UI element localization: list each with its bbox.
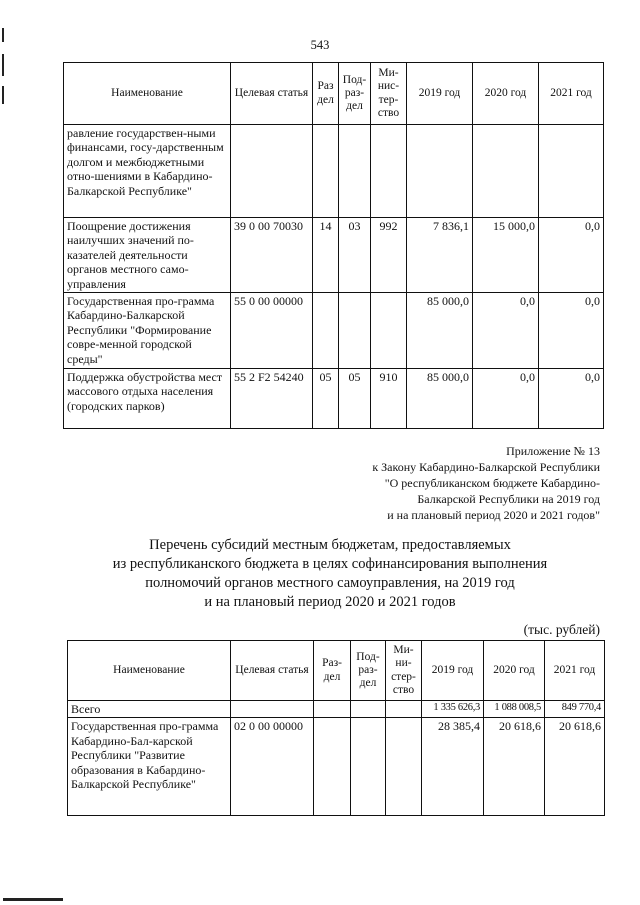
- table-row: [64, 125, 604, 218]
- row-2021: 0,0: [539, 218, 604, 293]
- title-line: полномочий органов местного самоуправления, на 2019 год: [145, 575, 515, 591]
- column-header-subsection: Под-раз-дел: [339, 63, 371, 125]
- row-2021: [539, 125, 604, 218]
- title-line: Перечень субсидий местным бюджетам, предоставляемых: [149, 537, 511, 553]
- row-article: 55 2 F2 54240: [231, 369, 313, 429]
- row-name: равление государствен-ными финансами, госу-дарственным долгом и межбюджетными отно-шениями в Кабардино-Балкарской Республике": [64, 125, 231, 218]
- row-section: 05: [313, 369, 339, 429]
- row-2021: 20 618,6: [545, 718, 605, 816]
- row-subsection: [351, 701, 386, 718]
- appendix-line: Балкарской Республики на 2019 год: [417, 492, 600, 506]
- row-subsection: [339, 125, 371, 218]
- appendix-line: и на плановый период 2020 и 2021 годов": [387, 508, 600, 522]
- column-header-ministry: Ми-нис-тер-ство: [371, 63, 407, 125]
- table-row-total: [68, 701, 605, 718]
- row-2019: 7 836,1: [407, 218, 473, 293]
- row-section: [313, 125, 339, 218]
- row-2019: 85 000,0: [407, 293, 473, 369]
- row-article: 55 0 00 00000: [231, 293, 313, 369]
- column-header-section: Раз-дел: [314, 641, 351, 701]
- row-name: Всего: [68, 701, 231, 718]
- row-section: 14: [313, 218, 339, 293]
- row-2020: 15 000,0: [473, 218, 539, 293]
- row-2019: 1 335 626,3: [422, 701, 484, 718]
- column-header-subsection: Под-раз-дел: [351, 641, 386, 701]
- row-2021: 0,0: [539, 293, 604, 369]
- column-header-article: Целевая статья: [231, 63, 313, 125]
- appendix-line: "О республиканском бюджете Кабардино-: [384, 476, 600, 490]
- table-row: [68, 718, 605, 816]
- title-line: из республиканского бюджета в целях софинансирования выполнения: [112, 556, 548, 572]
- title-line: и на плановый период 2020 и 2021 годов: [204, 594, 456, 610]
- row-ministry: 992: [371, 218, 407, 293]
- document-title: [60, 536, 600, 612]
- column-header-2020: 2020 год: [473, 63, 539, 125]
- table-row: [64, 293, 604, 369]
- appendix-line: к Закону Кабардино-Балкарской Республики: [372, 460, 600, 474]
- budget-table-continued: [63, 62, 604, 429]
- row-ministry: [386, 718, 422, 816]
- row-name: Государственная про-грамма Кабардино-Балкарской Республики "Формирование совре-менной городской среды": [64, 293, 231, 369]
- column-header-section: Раз дел: [313, 63, 339, 125]
- row-2019: 28 385,4: [422, 718, 484, 816]
- row-subsection: [351, 718, 386, 816]
- row-name: Поощрение достижения наилучших значений по-казателей деятельности органов местного само-управления: [64, 218, 231, 293]
- row-2020: 20 618,6: [484, 718, 545, 816]
- row-2019: [407, 125, 473, 218]
- scan-edge-mark: [3, 898, 63, 901]
- column-header-article: Целевая статья: [231, 641, 314, 701]
- units-label: (тыс. рублей): [523, 622, 600, 637]
- row-2020: [473, 125, 539, 218]
- row-subsection: 03: [339, 218, 371, 293]
- column-header-name: Наименование: [64, 63, 231, 125]
- row-ministry: 910: [371, 369, 407, 429]
- row-section: [314, 718, 351, 816]
- row-section: [313, 293, 339, 369]
- column-header-2019: 2019 год: [407, 63, 473, 125]
- row-2021: 0,0: [539, 369, 604, 429]
- column-header-2020: 2020 год: [484, 641, 545, 701]
- row-2021: 849 770,4: [545, 701, 605, 718]
- column-header-2021: 2021 год: [539, 63, 604, 125]
- row-ministry: [386, 701, 422, 718]
- row-2019: 85 000,0: [407, 369, 473, 429]
- row-section: [314, 701, 351, 718]
- column-header-2019: 2019 год: [422, 641, 484, 701]
- subsidies-table: [67, 640, 605, 816]
- row-article: 39 0 00 70030: [231, 218, 313, 293]
- column-header-name: Наименование: [68, 641, 231, 701]
- row-ministry: [371, 125, 407, 218]
- row-article: 02 0 00 00000: [231, 718, 314, 816]
- row-ministry: [371, 293, 407, 369]
- row-subsection: 05: [339, 369, 371, 429]
- column-header-ministry: Ми-ни-стер-ство: [386, 641, 422, 701]
- row-2020: 0,0: [473, 293, 539, 369]
- table-row: [64, 218, 604, 293]
- row-name: Государственная про-грамма Кабардино-Бал-карской Республики "Развитие образования в Кабардино-Балкарской Республике": [68, 718, 231, 816]
- row-2020: 0,0: [473, 369, 539, 429]
- page-number: 543: [310, 38, 330, 52]
- row-name: Поддержка обустройства мест массового отдыха населения (городских парков): [64, 369, 231, 429]
- row-article: [231, 125, 313, 218]
- table-row: [64, 369, 604, 429]
- column-header-2021: 2021 год: [545, 641, 605, 701]
- row-article: [231, 701, 314, 718]
- row-subsection: [339, 293, 371, 369]
- appendix-reference: [340, 443, 600, 523]
- appendix-line: Приложение № 13: [506, 444, 600, 458]
- table-header-row: [64, 63, 604, 125]
- table-header-row: [68, 641, 605, 701]
- row-2020: 1 088 008,5: [484, 701, 545, 718]
